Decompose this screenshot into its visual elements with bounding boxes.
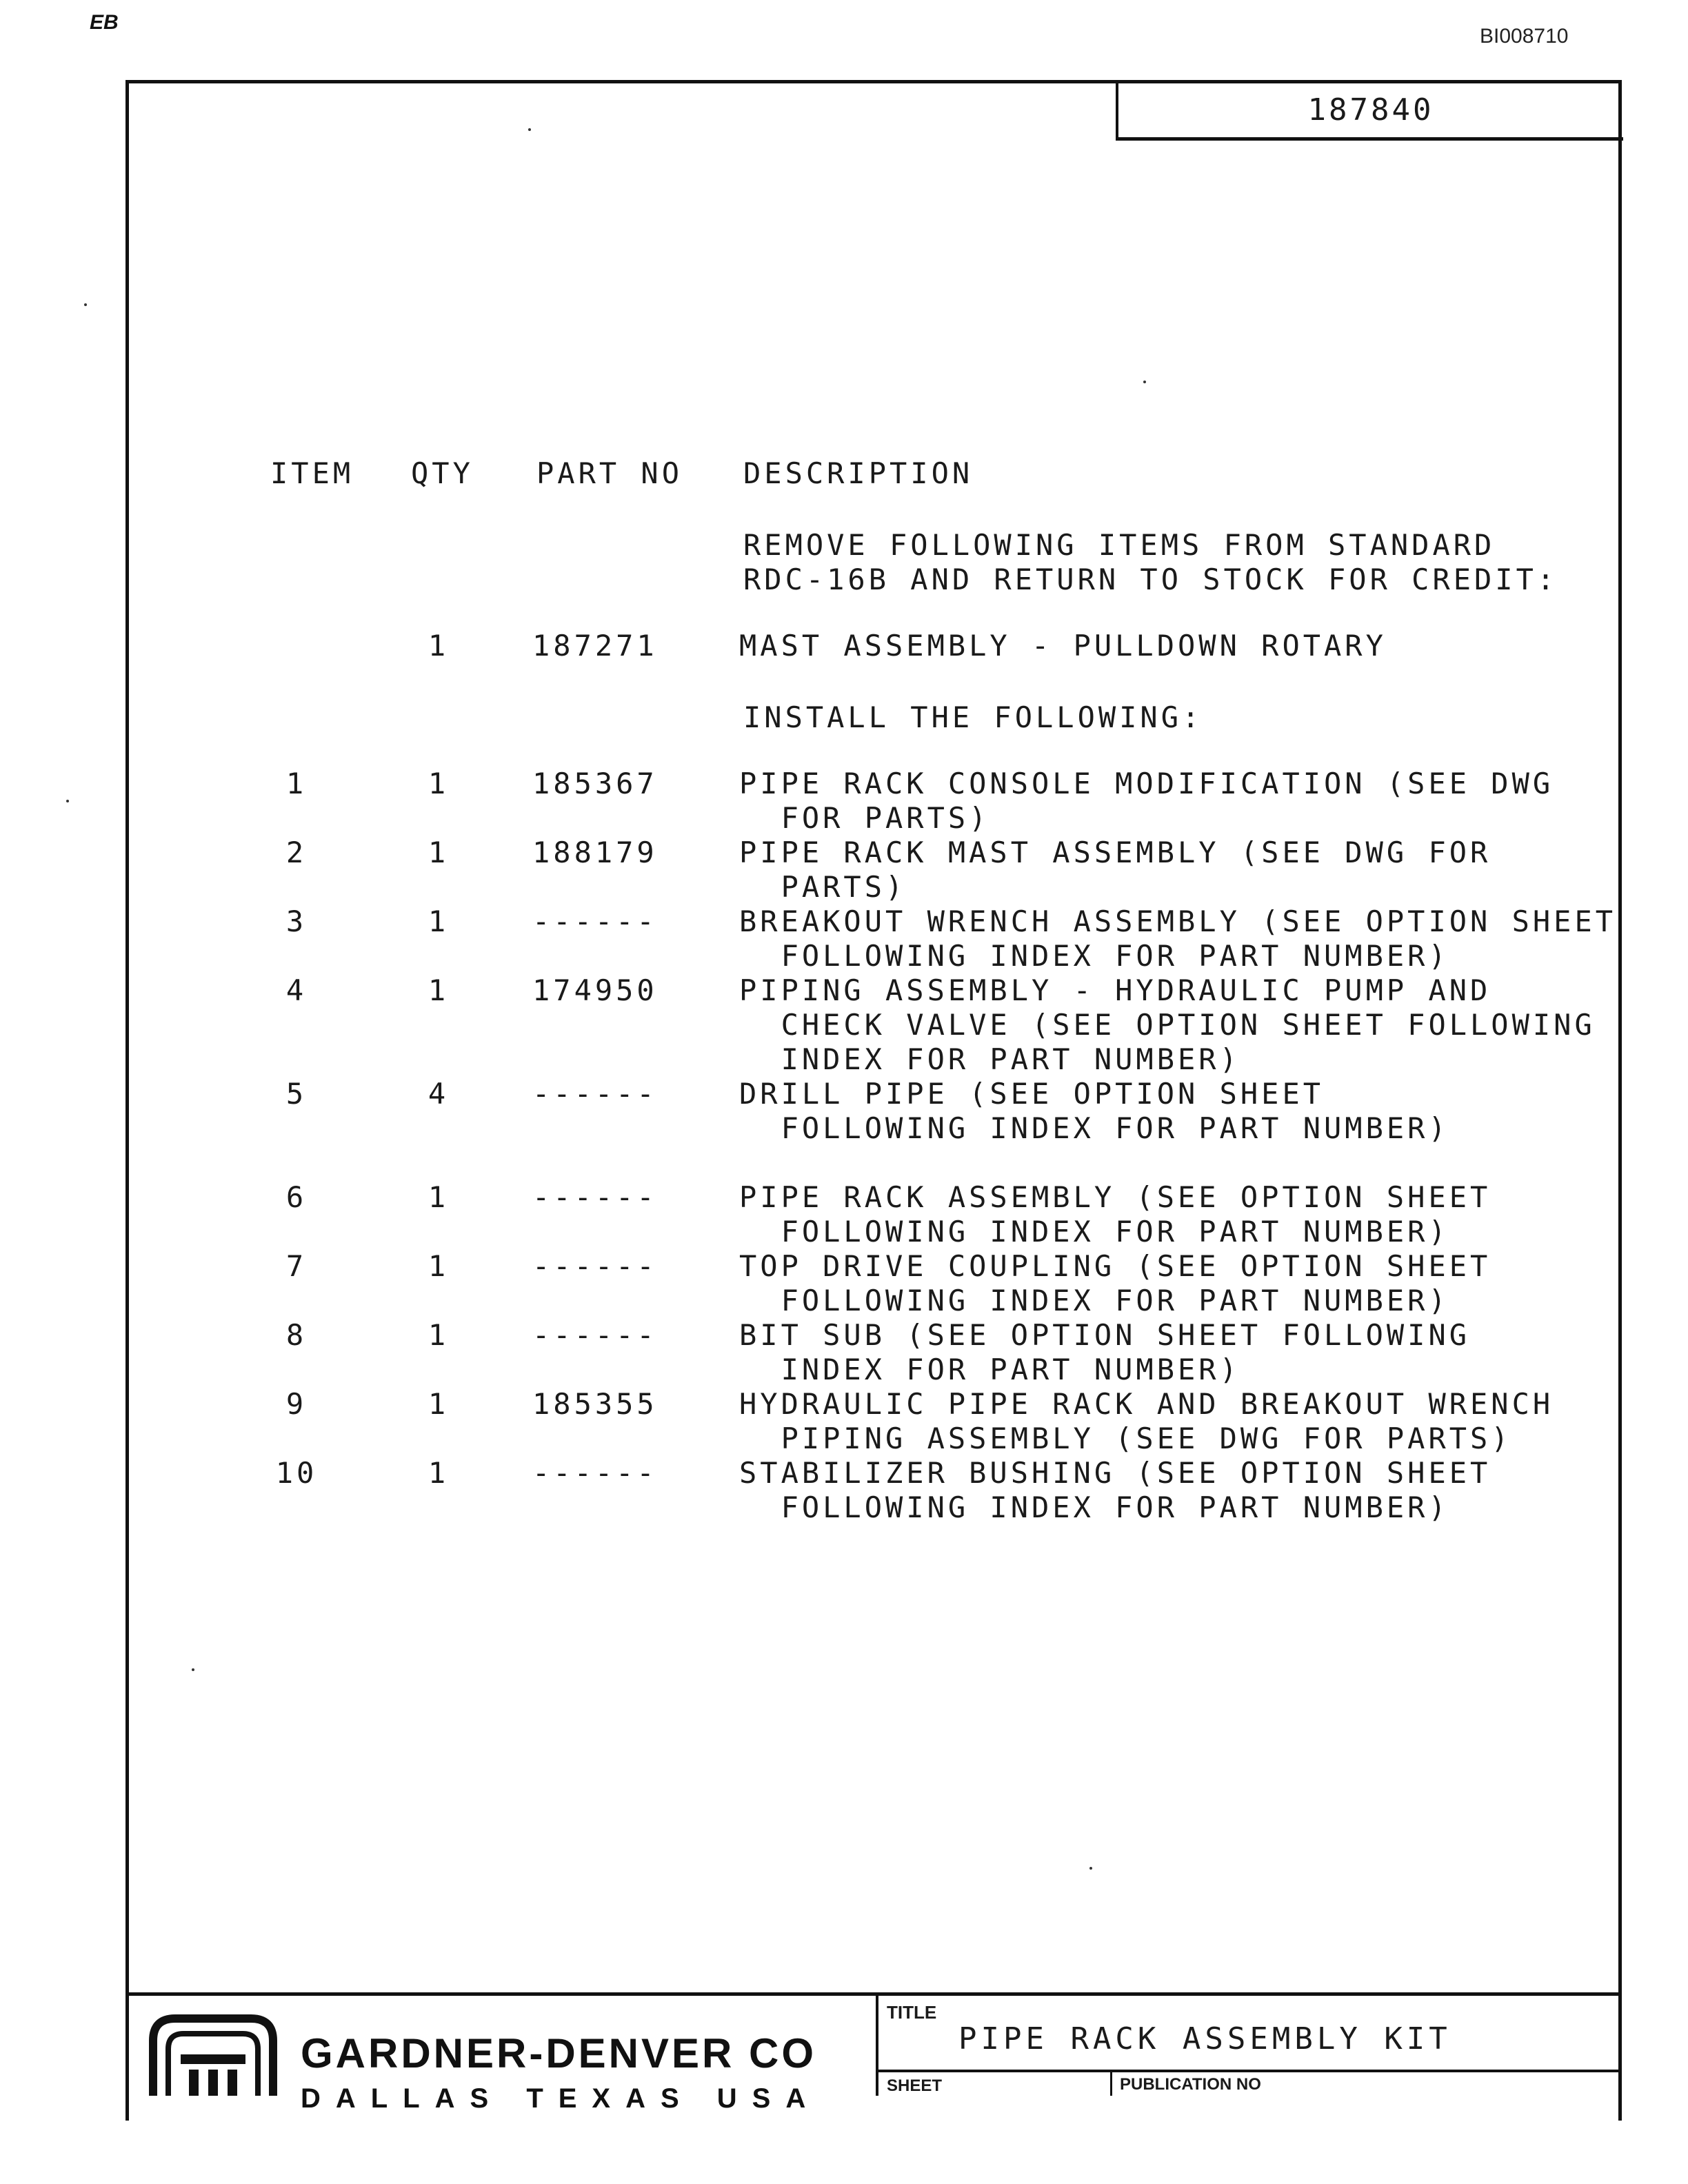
item-description: PIPE RACK MAST ASSEMBLY (SEE DWG FOR PARTS) [739, 836, 1491, 904]
scan-speck [192, 1668, 194, 1671]
item-qty: 1 [428, 904, 450, 938]
item-part-no: ------ [532, 1249, 658, 1283]
removed-item-part-no: 187271 [532, 629, 658, 663]
footer-sheet-divider [1110, 2070, 1112, 2096]
removed-item-qty: 1 [428, 629, 450, 663]
footer-row-divider [876, 2070, 1622, 2072]
item-number: 6 [285, 1180, 308, 1214]
item-qty: 1 [428, 767, 450, 800]
item-number: 5 [285, 1077, 308, 1111]
header-item: ITEM [270, 456, 354, 490]
item-description: HYDRAULIC PIPE RACK AND BREAKOUT WRENCH PIPING ASSEMBLY (SEE DWG FOR PARTS) [739, 1387, 1554, 1455]
sheet-label: SHEET [887, 2076, 943, 2095]
publication-number-label: PUBLICATION NO [1120, 2075, 1261, 2094]
scan-speck [528, 128, 531, 131]
item-part-no: 174950 [532, 973, 658, 1007]
item-qty: 1 [428, 1456, 450, 1490]
item-qty: 4 [428, 1077, 450, 1111]
title-label: TITLE [887, 2002, 937, 2023]
item-part-no: ------ [532, 1318, 658, 1352]
drawing-number: 187840 [1116, 83, 1623, 141]
title-value: PIPE RACK ASSEMBLY KIT [958, 2021, 1451, 2056]
item-qty: 1 [428, 836, 450, 869]
item-part-no: ------ [532, 904, 658, 938]
footer-divider [125, 1992, 1622, 1996]
item-description: PIPE RACK CONSOLE MODIFICATION (SEE DWG FOR PARTS) [739, 767, 1554, 835]
item-description: PIPE RACK ASSEMBLY (SEE OPTION SHEET FOLLOWING INDEX FOR PART NUMBER) [739, 1180, 1491, 1248]
document-id: BI008710 [1480, 25, 1569, 48]
item-number: 4 [285, 973, 308, 1007]
item-qty: 1 [428, 1180, 450, 1214]
item-part-no: 185355 [532, 1387, 658, 1421]
item-number: 7 [285, 1249, 308, 1283]
item-number: 10 [275, 1456, 318, 1490]
item-qty: 1 [428, 1387, 450, 1421]
item-part-no: ------ [532, 1456, 658, 1490]
scan-speck [1143, 381, 1146, 383]
scan-speck [84, 303, 87, 306]
item-part-no: ------ [532, 1077, 658, 1111]
item-qty: 1 [428, 973, 450, 1007]
header-qty: QTY [411, 456, 474, 490]
header-part-no: PART NO [536, 456, 683, 490]
header-description: DESCRIPTION [743, 456, 974, 490]
company-name: GARDNER-DENVER CO [301, 2030, 817, 2076]
gardner-denver-logo-icon [148, 2013, 279, 2096]
removed-item-description: MAST ASSEMBLY - PULLDOWN ROTARY [739, 629, 1387, 663]
item-number: 9 [285, 1387, 308, 1421]
corner-mark: ΕΒ [90, 11, 119, 34]
item-description: DRILL PIPE (SEE OPTION SHEET FOLLOWING INDEX FOR PART NUMBER) [739, 1077, 1449, 1145]
item-qty: 1 [428, 1318, 450, 1352]
install-instruction: INSTALL THE FOLLOWING: [743, 700, 1203, 734]
scan-speck [1089, 1867, 1092, 1870]
item-description: BIT SUB (SEE OPTION SHEET FOLLOWING INDEX FOR PART NUMBER) [739, 1318, 1471, 1386]
item-number: 2 [285, 836, 308, 869]
scan-speck [66, 800, 69, 802]
item-description: STABILIZER BUSHING (SEE OPTION SHEET FOLLOWING INDEX FOR PART NUMBER) [739, 1456, 1491, 1524]
item-number: 8 [285, 1318, 308, 1352]
footer-column-divider [876, 1992, 878, 2096]
item-qty: 1 [428, 1249, 450, 1283]
item-description: PIPING ASSEMBLY - HYDRAULIC PUMP AND CHECK VALVE (SEE OPTION SHEET FOLLOWING INDEX FOR PART NUMBER) [739, 973, 1596, 1076]
item-description: TOP DRIVE COUPLING (SEE OPTION SHEET FOLLOWING INDEX FOR PART NUMBER) [739, 1249, 1491, 1317]
item-part-no: 185367 [532, 767, 658, 800]
item-number: 1 [285, 767, 308, 800]
company-location: DALLAS TEXAS USA [301, 2083, 821, 2114]
item-part-no: 188179 [532, 836, 658, 869]
item-description: BREAKOUT WRENCH ASSEMBLY (SEE OPTION SHEET FOLLOWING INDEX FOR PART NUMBER) [739, 904, 1617, 973]
item-part-no: ------ [532, 1180, 658, 1214]
remove-instruction: REMOVE FOLLOWING ITEMS FROM STANDARD RDC-16B AND RETURN TO STOCK FOR CREDIT: [743, 528, 1558, 596]
item-number: 3 [285, 904, 308, 938]
